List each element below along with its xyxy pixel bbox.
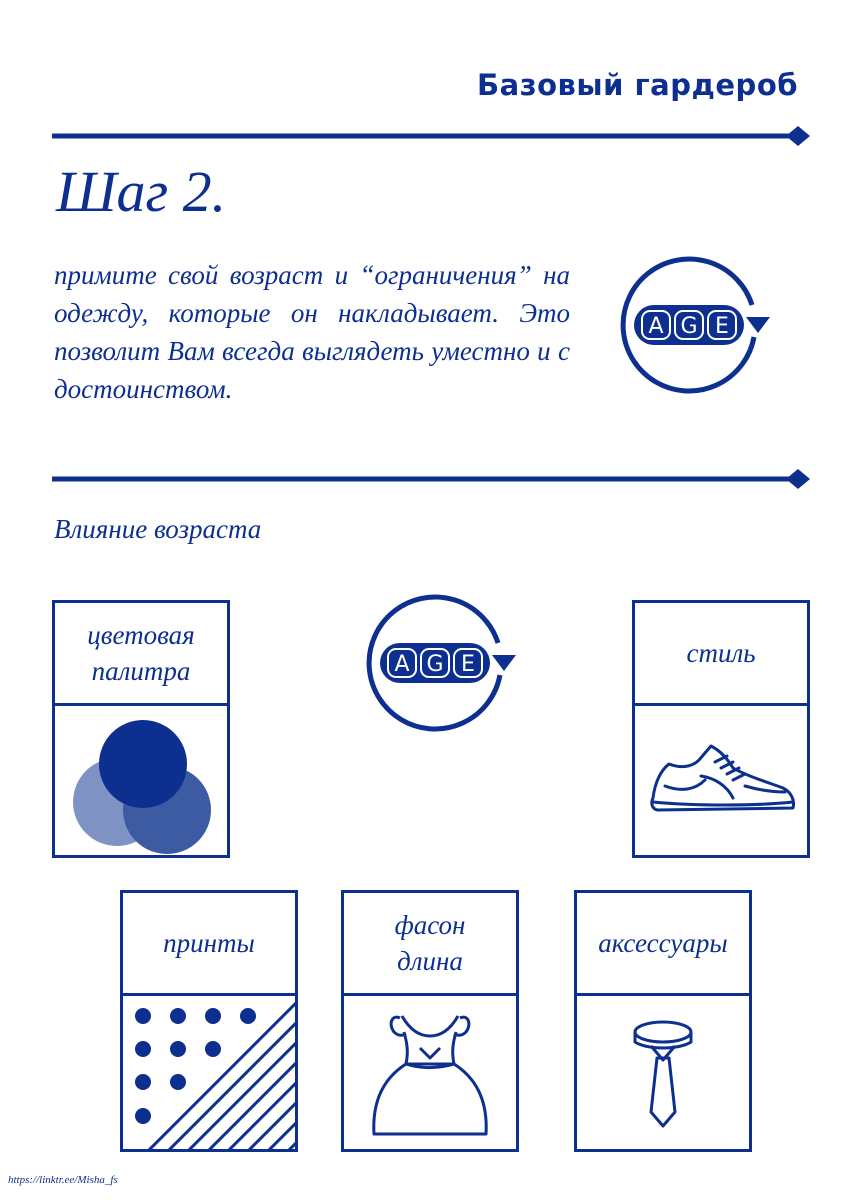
card-style: [632, 600, 810, 858]
tie-icon: [577, 996, 749, 1149]
age-cycle-icon: [356, 585, 516, 737]
divider-middle: [52, 469, 812, 489]
dress-icon: [344, 996, 516, 1149]
age-letter: E: [715, 314, 729, 339]
card-color-palette: [52, 600, 230, 858]
card-label: аксессуары: [577, 893, 749, 996]
card-label: принты: [123, 893, 295, 996]
dots-and-stripes-icon: [123, 996, 295, 1149]
intro-text: примите свой возраст и “ограничения” на одежду, которые он накладывает. Это позволит Вам всегда выглядеть уместно и с достоинством.: [54, 260, 570, 404]
overlapping-circles-icon: [55, 706, 227, 855]
age-letter: A: [648, 314, 664, 339]
card-cut-length: [341, 890, 519, 1152]
footer-link[interactable]: https://linktr.ee/Misha_fs: [8, 1174, 118, 1186]
age-cycle-icon: [610, 247, 770, 399]
sneaker-icon: [635, 706, 807, 855]
age-letter: G: [426, 652, 444, 677]
page-header-title: Базовый гардероб: [477, 68, 798, 102]
card-prints: [120, 890, 298, 1152]
card-accessories: [574, 890, 752, 1152]
card-label: стиль: [635, 603, 807, 706]
divider-top: [52, 126, 812, 146]
age-letter: E: [461, 652, 475, 677]
age-letter: G: [680, 314, 698, 339]
card-label: фасон длина: [344, 893, 516, 996]
step-title: Шаг 2.: [56, 159, 227, 224]
age-letter: A: [394, 652, 410, 677]
card-label: цветовая палитра: [55, 603, 227, 706]
section-title: Влияние возраста: [54, 514, 262, 544]
